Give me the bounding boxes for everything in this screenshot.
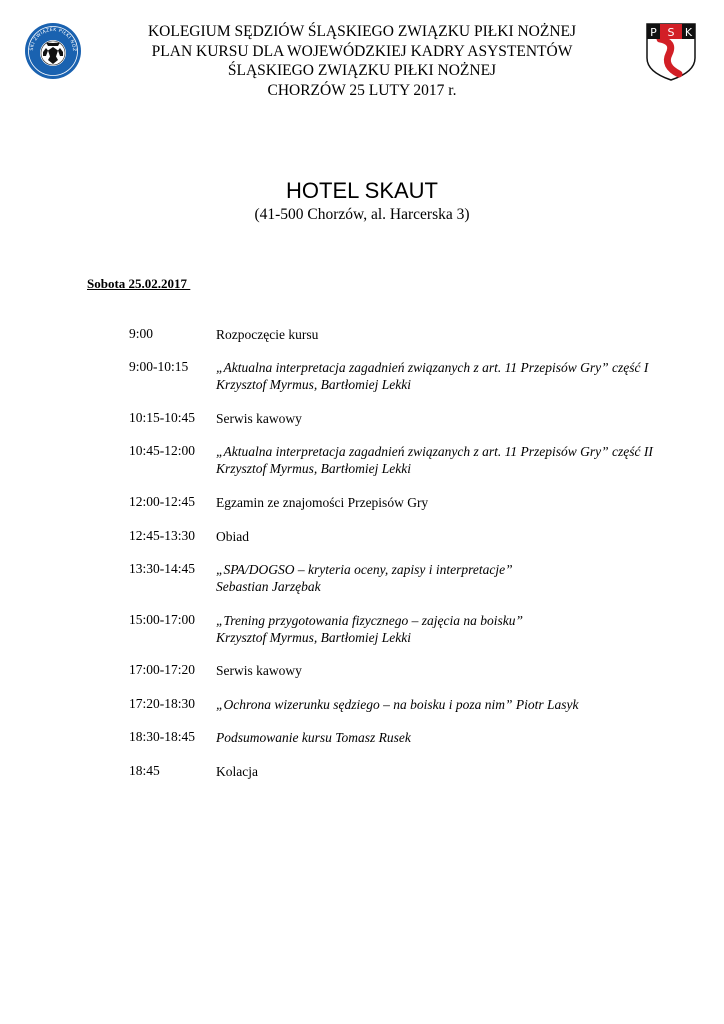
schedule-time: 18:45: [129, 763, 160, 778]
schedule-description: [216, 696, 579, 713]
schedule-time: 15:00-17:00: [129, 612, 195, 627]
schedule-time: 13:30-14:45: [129, 561, 195, 576]
schedule-description: [216, 443, 653, 477]
header-line-4: CHORZÓW 25 LUTY 2017 r.: [267, 81, 457, 99]
schedule-title: „Trening przygotowania fizycznego – zajęcia na boisku”: [216, 613, 523, 628]
schedule-title: „Aktualna interpretacja zagadnień związanych z art. 11 Przepisów Gry” część II: [216, 444, 653, 459]
schedule-time: 12:00-12:45: [129, 494, 195, 509]
header-line-1: KOLEGIUM SĘDZIÓW ŚLĄSKIEGO ZWIĄZKU PIŁKI NOŻNEJ: [147, 23, 577, 40]
schedule-speakers: Krzysztof Myrmus, Bartłomiej Lekki: [216, 630, 411, 645]
schedule-title: Kolacja: [216, 764, 258, 779]
document-header: [100, 22, 624, 100]
psk-shield-logo: [645, 22, 697, 82]
venue-name: HOTEL SKAUT: [286, 178, 438, 203]
schedule-description: [216, 662, 302, 679]
schedule-description: [216, 612, 523, 646]
logo-ring-text: SKI ZWIĄZEK PIŁKI NOŻ: [29, 27, 77, 52]
schedule-title: „Ochrona wizerunku sędziego – na boisku i poza nim” Piotr Lasyk: [216, 697, 579, 712]
schedule-speakers: Krzysztof Myrmus, Bartłomiej Lekki: [216, 377, 411, 392]
svg-text:S: S: [667, 26, 675, 39]
schedule-title: Serwis kawowy: [216, 411, 302, 426]
schedule-speakers: Sebastian Jarzębak: [216, 579, 321, 594]
schedule-description: [216, 359, 648, 393]
schedule-time: 9:00: [129, 326, 154, 341]
venue-address: (41-500 Chorzów, al. Harcerska 3): [254, 206, 470, 223]
schedule-description: [216, 763, 258, 780]
schedule-title: Podsumowanie kursu Tomasz Rusek: [216, 730, 411, 745]
schedule-title: „SPA/DOGSO – kryteria oceny, zapisy i interpretacje”: [216, 562, 513, 577]
schedule-time: 9:00-10:15: [129, 359, 189, 374]
schedule-title: Egzamin ze znajomości Przepisów Gry: [216, 495, 429, 510]
schedule-description: [216, 494, 428, 511]
schedule-title: „Aktualna interpretacja zagadnień związanych z art. 11 Przepisów Gry” część I: [216, 360, 649, 375]
schedule-time: 17:20-18:30: [129, 696, 195, 711]
schedule-speakers: Krzysztof Myrmus, Bartłomiej Lekki: [216, 461, 411, 476]
schedule-title: Obiad: [216, 529, 249, 544]
schedule-description: [216, 528, 249, 545]
schedule-title: Serwis kawowy: [216, 663, 302, 678]
svg-text:K: K: [684, 26, 693, 39]
schedule-time: 10:15-10:45: [129, 410, 195, 425]
schedule-title: Rozpoczęcie kursu: [216, 327, 319, 342]
header-line-2: PLAN KURSU DLA WOJEWÓDZKIEJ KADRY ASYSTENTÓW: [151, 42, 573, 60]
schedule-description: [216, 561, 513, 595]
schedule-time: 18:30-18:45: [129, 729, 195, 744]
schedule-description: [216, 729, 411, 746]
schedule-time: 17:00-17:20: [129, 662, 195, 677]
schedule-time: 10:45-12:00: [129, 443, 195, 458]
day-heading: Sobota 25.02.2017: [87, 276, 191, 291]
schedule-description: [216, 326, 318, 343]
schedule-description: [216, 410, 302, 427]
svg-text:P: P: [650, 26, 657, 39]
schedule-time: 12:45-13:30: [129, 528, 195, 543]
szpn-logo: [24, 22, 82, 80]
header-line-3: ŚLĄSKIEGO ZWIĄZKU PIŁKI NOŻNEJ: [227, 62, 497, 79]
